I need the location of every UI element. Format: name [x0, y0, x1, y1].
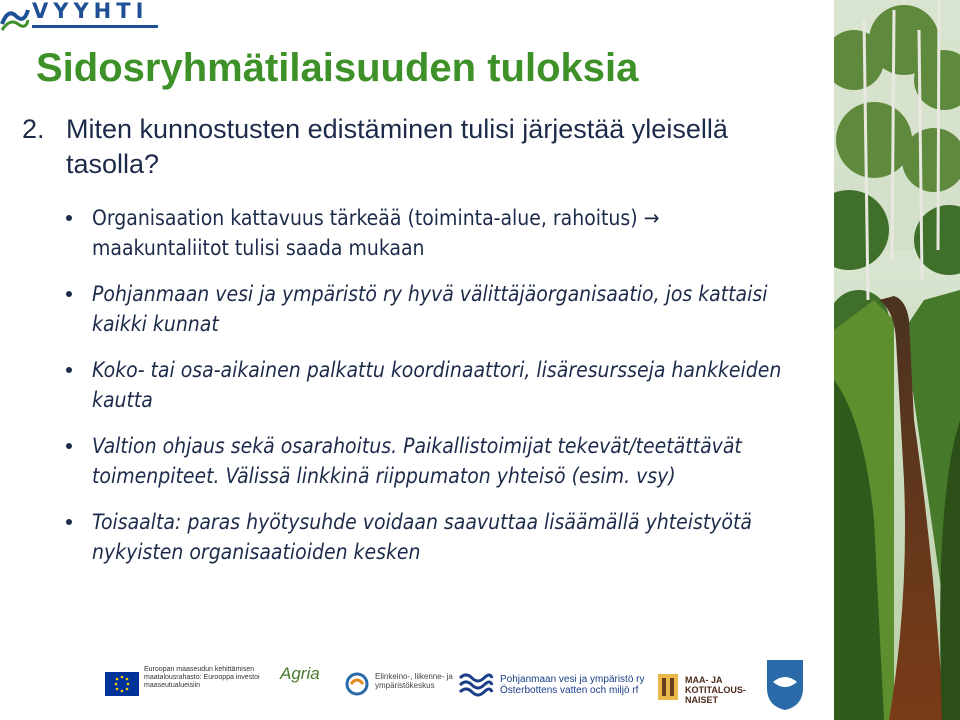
- wave-icon: [0, 2, 30, 32]
- eu-flag-icon: [105, 672, 139, 696]
- agria-logo: Agria: [280, 664, 320, 683]
- bullet-text: Organisaation kattavuus tärkeää (toiminta-alue, rahoitus): [92, 206, 644, 230]
- bullet-icon: [66, 291, 72, 297]
- question-line2: tasolla?: [66, 149, 160, 179]
- slide-title: Sidosryhmätilaisuuden tuloksia: [36, 46, 639, 90]
- eu-text: Euroopan maaseudun kehittämisen maatalousrahasto: Eurooppa investoi maaseutualueisiin: [144, 666, 260, 689]
- vyyhti-logo: [0, 0, 175, 36]
- stream-photo: [834, 0, 960, 720]
- mk-text: MAA- JA KOTITALOUS- NAISET: [685, 675, 746, 705]
- list-item: [66, 203, 826, 263]
- mk-logo-icon: [656, 670, 680, 702]
- coat-of-arms-icon: [765, 658, 805, 712]
- bullet-icon: [66, 215, 72, 221]
- list-item: [66, 279, 826, 339]
- footer-logos: [100, 650, 820, 716]
- ely-logo-icon: [345, 672, 369, 696]
- bullet-text: Pohjanmaan vesi ja ympäristö ry hyvä välittäjäorganisaatio, jos kattaisi kaikki kunnat: [92, 282, 768, 336]
- question-line1: Miten kunnostusten edistäminen tulisi järjestää yleisellä: [66, 114, 728, 144]
- bullet-list: [66, 203, 826, 583]
- question-block: [22, 112, 822, 182]
- pvy-wave-icon: [458, 670, 494, 698]
- list-item: [66, 431, 826, 491]
- bullet-icon: [66, 443, 72, 449]
- bullet-text: Toisaalta: paras hyötysuhde voidaan saavuttaa lisäämällä yhteistyötä nykyisten organisaatioiden kesken: [92, 510, 752, 564]
- bullet-icon: [66, 367, 72, 373]
- pvy-text: Pohjanmaan vesi ja ympäristö ry Österbottens vatten och miljö rf: [500, 674, 645, 696]
- ely-text: Elinkeino-, liikenne- ja ympäristökeskus: [375, 672, 453, 690]
- bullet-text: Valtion ohjaus sekä osarahoitus. Paikallistoimijat tekevät/teetättävät toimenpiteet. Välissä linkkinä riippumaton yhteisö (esim. vsy): [92, 434, 742, 488]
- logo-text: VYYHTI: [32, 0, 149, 23]
- list-item: [66, 507, 826, 567]
- logo-underline: [32, 25, 158, 28]
- question-number: 2.: [22, 114, 45, 144]
- bullet-icon: [66, 519, 72, 525]
- bullet-text: Koko- tai osa-aikainen palkattu koordinaattori, lisäresursseja hankkeiden kautta: [92, 358, 782, 412]
- arrow-icon: →: [643, 206, 660, 230]
- list-item: [66, 355, 826, 415]
- stream-image: [834, 0, 960, 720]
- bullet-text-cont: maakuntaliitot tulisi saada mukaan: [92, 236, 425, 260]
